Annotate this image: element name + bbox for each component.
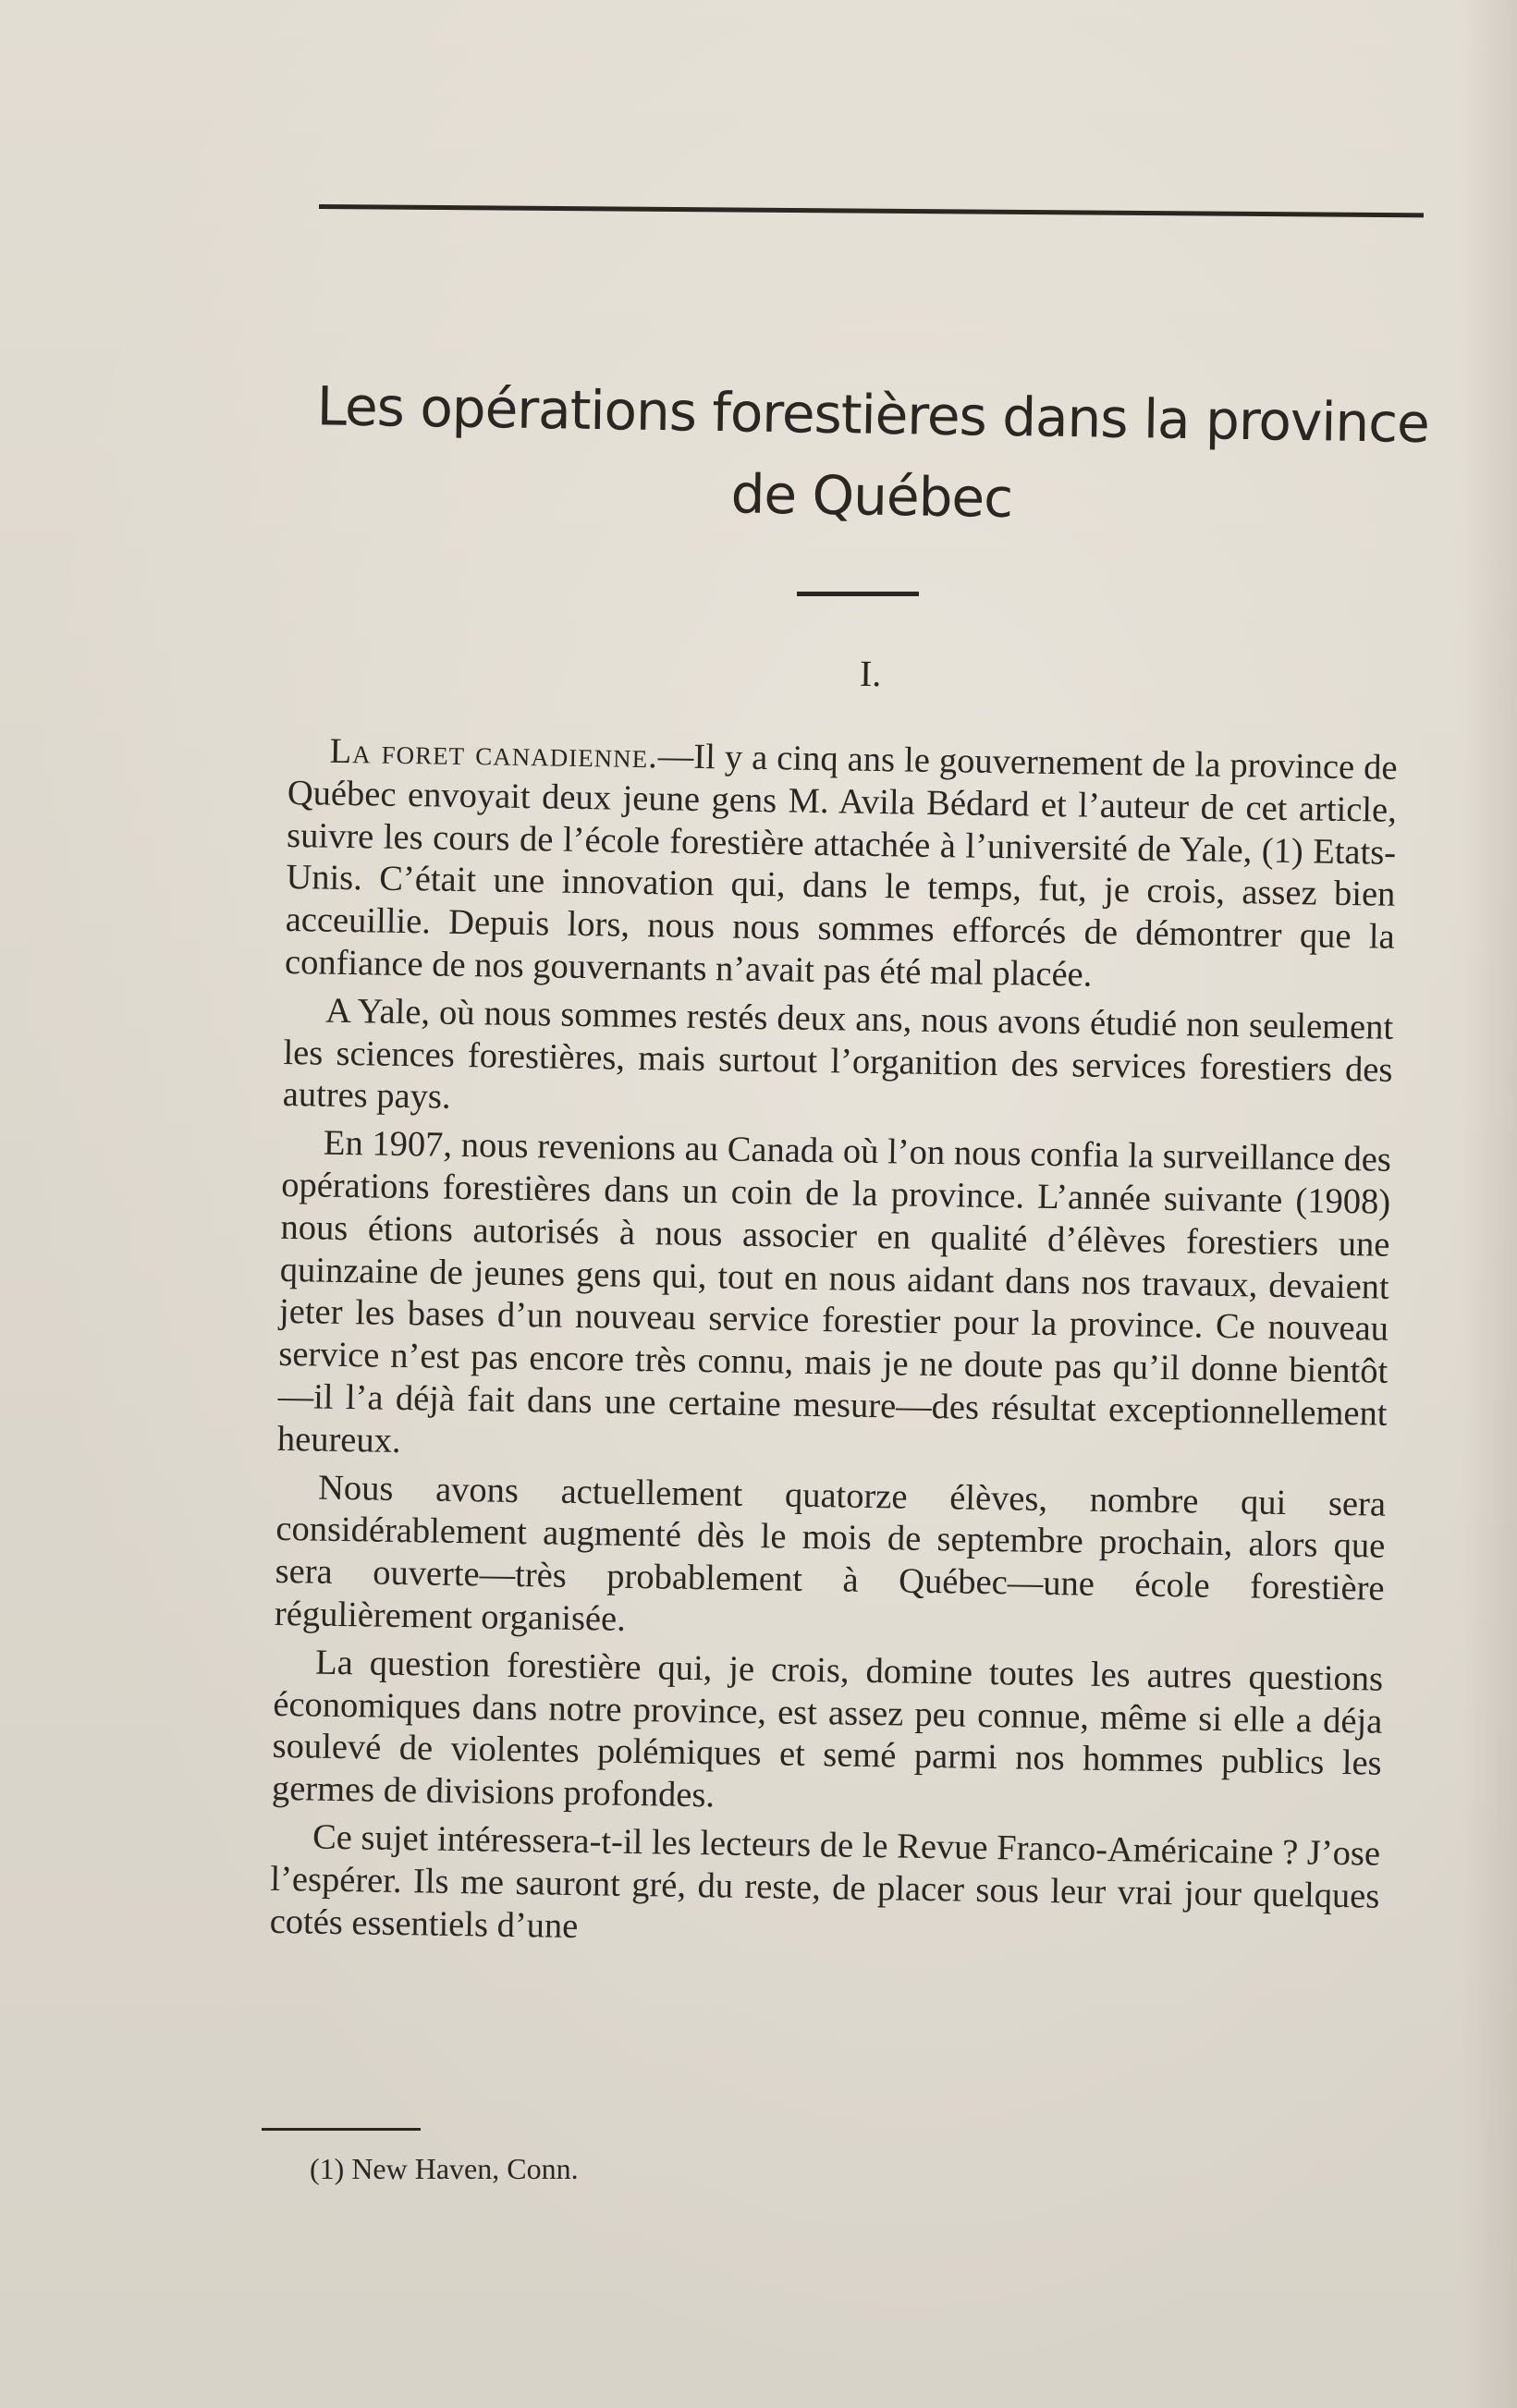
footnote: (1) New Haven, Conn. [310, 2152, 579, 2185]
paragraph-lead-in: La foret canadienne. [329, 731, 659, 776]
paragraph [285, 730, 1398, 1002]
paragraph: La question forestière qui, je crois, domine toutes les autres questions économiques dans notre province, est assez peu connue, même si elle a déja soulevé de violentes polémiques et semé parmi nos hommes publics les germes de divisions profondes. [271, 1643, 1384, 1815]
footnote-divider [262, 2128, 421, 2131]
paragraph: A Yale, où nous sommes restés deux ans, nous avons étudié non seulement les sciences forestières, mais surtout l’organition des services forestiers des autres pays. [282, 991, 1394, 1118]
article-title: Les opérations forestières dans la province de Québec [316, 374, 1430, 531]
title-divider [797, 592, 919, 596]
header-rule [319, 204, 1424, 217]
section-number: I. [859, 652, 882, 695]
paragraph-text: —Il y a cinq ans le gouvernement de la province de Québec envoyait deux jeune gens M. Avila Bédard et l’auteur de cet article, suivre les cours de l’école forestière attachée à l’université de Yale, (1) Etats-Unis. C’était une innovation qui, dans le temps, fut, je crois, assez bien acceuillie. Depuis lors, nous nous sommes efforcés de démontrer que la confiance de nos gouvernants n’avait pas été mal placée. [284, 737, 1398, 995]
page-edge-shadow [1462, 0, 1517, 2408]
article-body [269, 730, 1398, 1966]
paragraph: Nous avons actuellement quatorze élèves, nombre qui sera considérablement augmenté dès le mois de septembre prochain, alors que sera ouverte—très probablement à Québec—une école forestière régulièrement organisée. [274, 1468, 1387, 1639]
paragraph: En 1907, nous revenions au Canada où l’on nous confia la surveillance des opérations forestières dans un coin de la province. L’année suivante (1908) nous étions autorisés à nous associer en qualité d’élèves forestiers une quinzaine de jeunes gens qui, tout en nous aidant dans nos travaux, devaient jeter les bases d’un nouveau service forestier pour la province. Ce nouveau service n’est pas encore très connu, mais je ne doute pas qu’il donne bientôt—il l’a déjà fait dans une certaine mesure—des résultat exceptionnellement heureux. [276, 1123, 1392, 1461]
paragraph: Ce sujet intéressera-t-il les lecteurs de le Revue Franco-Américaine ? J’ose l’espérer. Ils me sauront gré, du reste, de placer sous leur vrai jour quelques cotés essentiels d’une [269, 1817, 1381, 1946]
